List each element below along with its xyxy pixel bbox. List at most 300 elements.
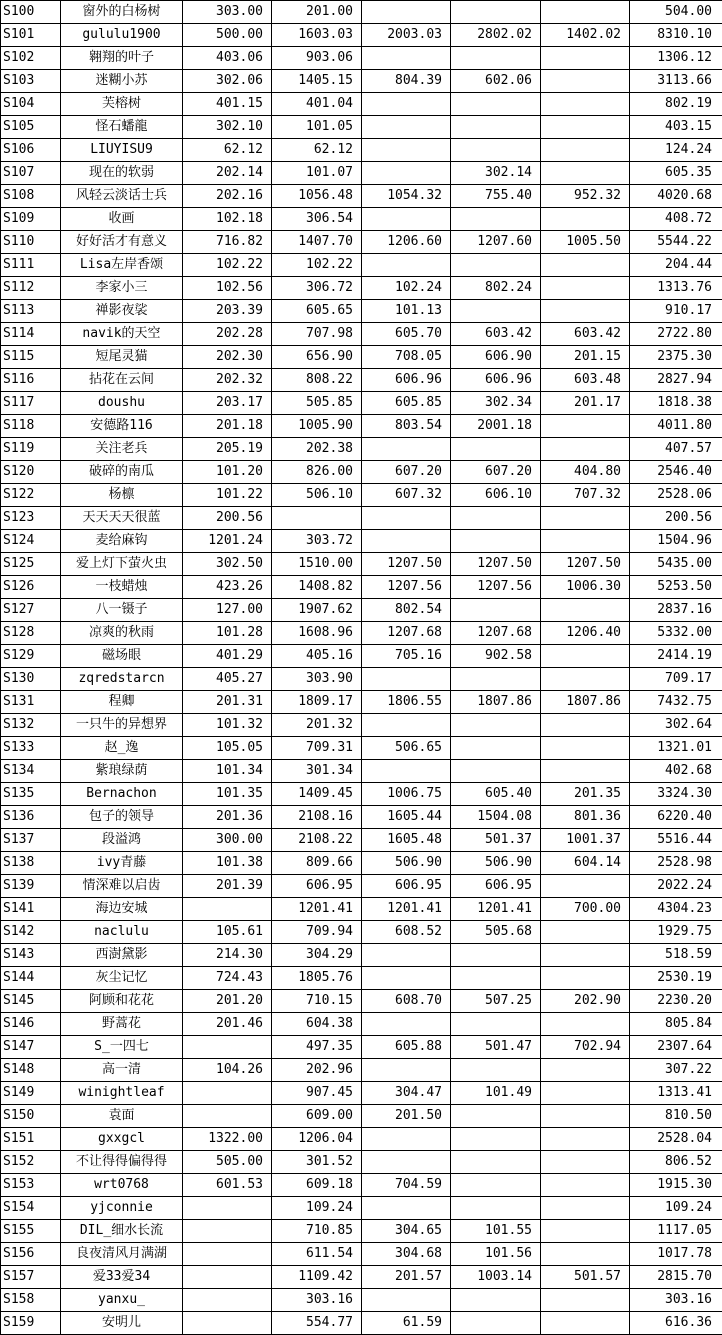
table-row [1, 507, 722, 530]
row-value-cell-4: 755.40 [451, 185, 541, 208]
row-value-cell-3: 1207.50 [362, 553, 451, 576]
table-row [1, 530, 722, 553]
row-value-cell-1: 716.82 [183, 231, 272, 254]
row-value-cell-4: 501.47 [451, 1036, 541, 1059]
row-value-cell-4 [451, 139, 541, 162]
row-value-cell-2: 2108.16 [272, 806, 362, 829]
row-value-cell-1: 405.27 [183, 668, 272, 691]
row-id-cell: S128 [1, 622, 61, 645]
table-row [1, 737, 722, 760]
row-value-cell-2: 303.90 [272, 668, 362, 691]
row-value-cell-5 [541, 47, 630, 70]
row-total-cell: 5253.50 [630, 576, 722, 599]
table-row [1, 1082, 722, 1105]
row-value-cell-4: 101.49 [451, 1082, 541, 1105]
row-value-cell-1 [183, 1312, 272, 1335]
row-value-cell-2: 605.65 [272, 300, 362, 323]
row-value-cell-5 [541, 93, 630, 116]
row-value-cell-1: 214.30 [183, 944, 272, 967]
row-total-cell: 2375.30 [630, 346, 722, 369]
row-value-cell-1: 101.38 [183, 852, 272, 875]
row-total-cell: 910.17 [630, 300, 722, 323]
row-value-cell-2: 1608.96 [272, 622, 362, 645]
row-value-cell-4 [451, 300, 541, 323]
row-value-cell-3: 804.39 [362, 70, 451, 93]
row-name-cell: 八一镊子 [61, 599, 183, 622]
row-value-cell-4 [451, 254, 541, 277]
row-value-cell-1: 423.26 [183, 576, 272, 599]
row-id-cell: S100 [1, 1, 61, 24]
row-value-cell-5: 1807.86 [541, 691, 630, 714]
row-value-cell-1 [183, 898, 272, 921]
row-total-cell: 810.50 [630, 1105, 722, 1128]
row-value-cell-3: 1806.55 [362, 691, 451, 714]
row-value-cell-2: 1005.90 [272, 415, 362, 438]
row-id-cell: S145 [1, 990, 61, 1013]
row-id-cell: S136 [1, 806, 61, 829]
row-value-cell-5 [541, 1174, 630, 1197]
row-value-cell-5: 1402.02 [541, 24, 630, 47]
row-value-cell-1 [183, 1220, 272, 1243]
row-value-cell-2: 1056.48 [272, 185, 362, 208]
table-row [1, 300, 722, 323]
row-value-cell-4 [451, 668, 541, 691]
row-value-cell-4: 1207.50 [451, 553, 541, 576]
row-value-cell-1: 202.32 [183, 369, 272, 392]
table-row [1, 208, 722, 231]
row-value-cell-3 [362, 714, 451, 737]
row-name-cell: 怪石蟠龍 [61, 116, 183, 139]
row-value-cell-3 [362, 1197, 451, 1220]
row-value-cell-3: 1605.48 [362, 829, 451, 852]
row-id-cell: S156 [1, 1243, 61, 1266]
row-id-cell: S123 [1, 507, 61, 530]
row-value-cell-4 [451, 507, 541, 530]
row-id-cell: S115 [1, 346, 61, 369]
row-name-cell: 段溢鸿 [61, 829, 183, 852]
table-row [1, 576, 722, 599]
row-value-cell-3 [362, 507, 451, 530]
table-row [1, 1151, 722, 1174]
row-name-cell: 一枝蜡烛 [61, 576, 183, 599]
row-name-cell: 灰尘记忆 [61, 967, 183, 990]
row-id-cell: S150 [1, 1105, 61, 1128]
row-value-cell-1 [183, 1243, 272, 1266]
row-value-cell-3: 61.59 [362, 1312, 451, 1335]
row-value-cell-3: 1006.75 [362, 783, 451, 806]
row-total-cell: 1321.01 [630, 737, 722, 760]
row-value-cell-1: 300.00 [183, 829, 272, 852]
row-value-cell-2: 1109.42 [272, 1266, 362, 1289]
row-total-cell: 4020.68 [630, 185, 722, 208]
table-row [1, 1243, 722, 1266]
row-value-cell-2: 809.66 [272, 852, 362, 875]
row-name-cell: 安明儿 [61, 1312, 183, 1335]
row-value-cell-4: 902.58 [451, 645, 541, 668]
row-value-cell-4 [451, 714, 541, 737]
table-row [1, 438, 722, 461]
row-name-cell: LIUYISU9 [61, 139, 183, 162]
row-value-cell-5 [541, 116, 630, 139]
row-value-cell-3: 802.54 [362, 599, 451, 622]
row-value-cell-4 [451, 944, 541, 967]
row-total-cell: 124.24 [630, 139, 722, 162]
row-value-cell-1: 101.22 [183, 484, 272, 507]
row-id-cell: S144 [1, 967, 61, 990]
row-value-cell-1: 401.29 [183, 645, 272, 668]
row-name-cell: 高一清 [61, 1059, 183, 1082]
row-value-cell-2: 1907.62 [272, 599, 362, 622]
row-name-cell: 爱上灯下萤火虫 [61, 553, 183, 576]
row-value-cell-5: 702.94 [541, 1036, 630, 1059]
row-id-cell: S142 [1, 921, 61, 944]
row-total-cell: 4011.80 [630, 415, 722, 438]
row-total-cell: 408.72 [630, 208, 722, 231]
row-total-cell: 2722.80 [630, 323, 722, 346]
row-value-cell-4 [451, 967, 541, 990]
table-row [1, 323, 722, 346]
row-value-cell-2: 808.22 [272, 369, 362, 392]
table-row [1, 1220, 722, 1243]
table-row [1, 668, 722, 691]
row-value-cell-5 [541, 277, 630, 300]
row-value-cell-3: 1206.60 [362, 231, 451, 254]
row-value-cell-5: 700.00 [541, 898, 630, 921]
row-name-cell: Bernachon [61, 783, 183, 806]
row-value-cell-4: 1504.08 [451, 806, 541, 829]
row-value-cell-3 [362, 1151, 451, 1174]
row-value-cell-2: 109.24 [272, 1197, 362, 1220]
row-name-cell: S_一四七 [61, 1036, 183, 1059]
row-value-cell-2: 606.95 [272, 875, 362, 898]
table-row [1, 599, 722, 622]
row-value-cell-2: 611.54 [272, 1243, 362, 1266]
row-id-cell: S139 [1, 875, 61, 898]
row-value-cell-5 [541, 737, 630, 760]
row-id-cell: S124 [1, 530, 61, 553]
row-value-cell-4 [451, 1289, 541, 1312]
row-name-cell: yanxu_ [61, 1289, 183, 1312]
row-id-cell: S125 [1, 553, 61, 576]
row-value-cell-1: 303.00 [183, 1, 272, 24]
row-total-cell: 2530.19 [630, 967, 722, 990]
row-value-cell-4: 2001.18 [451, 415, 541, 438]
table-row [1, 93, 722, 116]
table-row [1, 875, 722, 898]
row-value-cell-1: 401.15 [183, 93, 272, 116]
row-value-cell-4: 1003.14 [451, 1266, 541, 1289]
table-row [1, 806, 722, 829]
row-value-cell-5 [541, 530, 630, 553]
row-value-cell-5 [541, 645, 630, 668]
row-value-cell-1: 62.12 [183, 139, 272, 162]
row-value-cell-5: 1005.50 [541, 231, 630, 254]
row-value-cell-4: 507.25 [451, 990, 541, 1013]
row-value-cell-5: 707.32 [541, 484, 630, 507]
row-value-cell-2: 1405.15 [272, 70, 362, 93]
row-value-cell-4: 302.14 [451, 162, 541, 185]
row-value-cell-2: 1206.04 [272, 1128, 362, 1151]
row-value-cell-1: 201.46 [183, 1013, 272, 1036]
row-id-cell: S148 [1, 1059, 61, 1082]
row-value-cell-3: 1201.41 [362, 898, 451, 921]
row-value-cell-1: 202.14 [183, 162, 272, 185]
row-value-cell-3 [362, 93, 451, 116]
row-value-cell-1: 302.10 [183, 116, 272, 139]
row-name-cell: gxxgcl [61, 1128, 183, 1151]
row-value-cell-1: 202.30 [183, 346, 272, 369]
row-value-cell-2: 709.94 [272, 921, 362, 944]
row-value-cell-3: 704.59 [362, 1174, 451, 1197]
row-total-cell: 1818.38 [630, 392, 722, 415]
table-row [1, 461, 722, 484]
row-value-cell-1: 101.32 [183, 714, 272, 737]
table-row [1, 1197, 722, 1220]
row-id-cell: S151 [1, 1128, 61, 1151]
row-value-cell-4 [451, 530, 541, 553]
row-value-cell-4: 501.37 [451, 829, 541, 852]
row-value-cell-5 [541, 415, 630, 438]
row-id-cell: S127 [1, 599, 61, 622]
row-id-cell: S155 [1, 1220, 61, 1243]
row-total-cell: 806.52 [630, 1151, 722, 1174]
row-value-cell-2: 707.98 [272, 323, 362, 346]
row-value-cell-2: 656.90 [272, 346, 362, 369]
row-value-cell-1: 724.43 [183, 967, 272, 990]
row-value-cell-4: 606.10 [451, 484, 541, 507]
row-value-cell-1 [183, 1082, 272, 1105]
row-value-cell-1: 1201.24 [183, 530, 272, 553]
row-total-cell: 5435.00 [630, 553, 722, 576]
row-total-cell: 109.24 [630, 1197, 722, 1220]
row-value-cell-3: 705.16 [362, 645, 451, 668]
row-value-cell-5: 404.80 [541, 461, 630, 484]
row-value-cell-5: 603.48 [541, 369, 630, 392]
row-value-cell-4 [451, 116, 541, 139]
row-value-cell-1: 203.39 [183, 300, 272, 323]
row-total-cell: 2827.94 [630, 369, 722, 392]
row-value-cell-4 [451, 1151, 541, 1174]
row-total-cell: 407.57 [630, 438, 722, 461]
table-row [1, 484, 722, 507]
row-name-cell: 关注老兵 [61, 438, 183, 461]
row-value-cell-5: 952.32 [541, 185, 630, 208]
row-value-cell-2: 306.72 [272, 277, 362, 300]
row-value-cell-3: 708.05 [362, 346, 451, 369]
row-value-cell-1: 201.31 [183, 691, 272, 714]
row-value-cell-2: 101.07 [272, 162, 362, 185]
table-row [1, 852, 722, 875]
row-id-cell: S152 [1, 1151, 61, 1174]
table-row [1, 116, 722, 139]
row-name-cell: 赵_逸 [61, 737, 183, 760]
row-name-cell: 野蒿花 [61, 1013, 183, 1036]
row-total-cell: 200.56 [630, 507, 722, 530]
row-value-cell-3: 608.52 [362, 921, 451, 944]
row-id-cell: S117 [1, 392, 61, 415]
row-id-cell: S133 [1, 737, 61, 760]
row-value-cell-5: 1206.40 [541, 622, 630, 645]
row-value-cell-5 [541, 1, 630, 24]
row-value-cell-1: 302.06 [183, 70, 272, 93]
row-value-cell-5 [541, 1082, 630, 1105]
row-total-cell: 802.19 [630, 93, 722, 116]
row-total-cell: 3113.66 [630, 70, 722, 93]
row-value-cell-5 [541, 139, 630, 162]
table-row [1, 1266, 722, 1289]
row-value-cell-5 [541, 944, 630, 967]
table-row [1, 1312, 722, 1335]
row-value-cell-5: 1006.30 [541, 576, 630, 599]
row-value-cell-1: 500.00 [183, 24, 272, 47]
row-value-cell-5 [541, 1013, 630, 1036]
row-value-cell-4: 302.34 [451, 392, 541, 415]
row-total-cell: 2837.16 [630, 599, 722, 622]
row-value-cell-3: 803.54 [362, 415, 451, 438]
row-value-cell-3: 1207.56 [362, 576, 451, 599]
row-value-cell-5: 1207.50 [541, 553, 630, 576]
row-name-cell: 李家小三 [61, 277, 183, 300]
row-value-cell-3 [362, 1289, 451, 1312]
row-id-cell: S149 [1, 1082, 61, 1105]
row-total-cell: 504.00 [630, 1, 722, 24]
row-value-cell-4 [451, 599, 541, 622]
row-id-cell: S103 [1, 70, 61, 93]
row-value-cell-3 [362, 760, 451, 783]
table-row [1, 1128, 722, 1151]
row-value-cell-2: 826.00 [272, 461, 362, 484]
table-row [1, 944, 722, 967]
row-value-cell-1: 201.18 [183, 415, 272, 438]
row-value-cell-4: 2802.02 [451, 24, 541, 47]
table-row [1, 277, 722, 300]
row-value-cell-3: 607.32 [362, 484, 451, 507]
row-total-cell: 2528.04 [630, 1128, 722, 1151]
row-value-cell-4: 101.55 [451, 1220, 541, 1243]
row-total-cell: 2022.24 [630, 875, 722, 898]
row-name-cell: 紫琅绿荫 [61, 760, 183, 783]
row-value-cell-5 [541, 668, 630, 691]
row-value-cell-5: 603.42 [541, 323, 630, 346]
row-value-cell-4 [451, 1128, 541, 1151]
row-value-cell-2: 1809.17 [272, 691, 362, 714]
row-name-cell: 凉爽的秋雨 [61, 622, 183, 645]
row-name-cell: 杨檩 [61, 484, 183, 507]
row-name-cell: Lisa左岸香颂 [61, 254, 183, 277]
row-value-cell-4 [451, 208, 541, 231]
row-value-cell-2: 907.45 [272, 1082, 362, 1105]
row-name-cell: 程卿 [61, 691, 183, 714]
table-row [1, 70, 722, 93]
table-row [1, 346, 722, 369]
row-name-cell: navik的天空 [61, 323, 183, 346]
row-name-cell: 收画 [61, 208, 183, 231]
row-value-cell-2: 1409.45 [272, 783, 362, 806]
row-value-cell-3: 304.65 [362, 1220, 451, 1243]
table-row [1, 622, 722, 645]
table-row [1, 1289, 722, 1312]
row-value-cell-1: 201.39 [183, 875, 272, 898]
row-id-cell: S114 [1, 323, 61, 346]
row-value-cell-5 [541, 70, 630, 93]
row-total-cell: 307.22 [630, 1059, 722, 1082]
row-value-cell-4 [451, 1197, 541, 1220]
row-value-cell-5 [541, 254, 630, 277]
row-total-cell: 2307.64 [630, 1036, 722, 1059]
row-value-cell-2: 554.77 [272, 1312, 362, 1335]
row-total-cell: 1117.05 [630, 1220, 722, 1243]
row-value-cell-4 [451, 438, 541, 461]
row-value-cell-4: 606.90 [451, 346, 541, 369]
row-name-cell: 西澍黛影 [61, 944, 183, 967]
row-value-cell-1: 101.20 [183, 461, 272, 484]
row-name-cell: 迷糊小苏 [61, 70, 183, 93]
row-value-cell-2: 201.32 [272, 714, 362, 737]
row-value-cell-4: 606.95 [451, 875, 541, 898]
row-name-cell: 一只牛的异想界 [61, 714, 183, 737]
row-value-cell-5 [541, 208, 630, 231]
row-value-cell-1: 201.36 [183, 806, 272, 829]
row-total-cell: 8310.10 [630, 24, 722, 47]
row-value-cell-3 [362, 668, 451, 691]
row-name-cell: 窗外的白杨树 [61, 1, 183, 24]
row-id-cell: S132 [1, 714, 61, 737]
table-row [1, 139, 722, 162]
row-value-cell-3: 201.57 [362, 1266, 451, 1289]
table-row [1, 1059, 722, 1082]
row-id-cell: S105 [1, 116, 61, 139]
row-id-cell: S147 [1, 1036, 61, 1059]
row-total-cell: 518.59 [630, 944, 722, 967]
row-name-cell: zqredstarcn [61, 668, 183, 691]
table-row [1, 24, 722, 47]
row-value-cell-1: 505.00 [183, 1151, 272, 1174]
row-value-cell-2: 1603.03 [272, 24, 362, 47]
row-value-cell-4: 602.06 [451, 70, 541, 93]
table-row [1, 415, 722, 438]
row-value-cell-5: 604.14 [541, 852, 630, 875]
row-total-cell: 2230.20 [630, 990, 722, 1013]
row-value-cell-3: 201.50 [362, 1105, 451, 1128]
row-value-cell-5 [541, 921, 630, 944]
row-value-cell-4: 505.68 [451, 921, 541, 944]
row-value-cell-1: 105.05 [183, 737, 272, 760]
table-row [1, 1, 722, 24]
row-name-cell: wrt0768 [61, 1174, 183, 1197]
row-value-cell-4: 607.20 [451, 461, 541, 484]
row-value-cell-5 [541, 1312, 630, 1335]
row-value-cell-2: 497.35 [272, 1036, 362, 1059]
row-id-cell: S130 [1, 668, 61, 691]
row-value-cell-4 [451, 737, 541, 760]
row-value-cell-3 [362, 254, 451, 277]
row-value-cell-5 [541, 507, 630, 530]
row-value-cell-4 [451, 1312, 541, 1335]
row-id-cell: S120 [1, 461, 61, 484]
row-value-cell-5 [541, 1243, 630, 1266]
row-value-cell-3 [362, 1128, 451, 1151]
row-value-cell-5 [541, 1220, 630, 1243]
row-id-cell: S102 [1, 47, 61, 70]
row-name-cell: DIL_细水长流 [61, 1220, 183, 1243]
row-value-cell-2: 710.15 [272, 990, 362, 1013]
row-total-cell: 4304.23 [630, 898, 722, 921]
row-value-cell-2: 303.16 [272, 1289, 362, 1312]
row-value-cell-1: 102.18 [183, 208, 272, 231]
row-value-cell-3: 506.90 [362, 852, 451, 875]
row-name-cell: 麦给麻钩 [61, 530, 183, 553]
table-row [1, 47, 722, 70]
